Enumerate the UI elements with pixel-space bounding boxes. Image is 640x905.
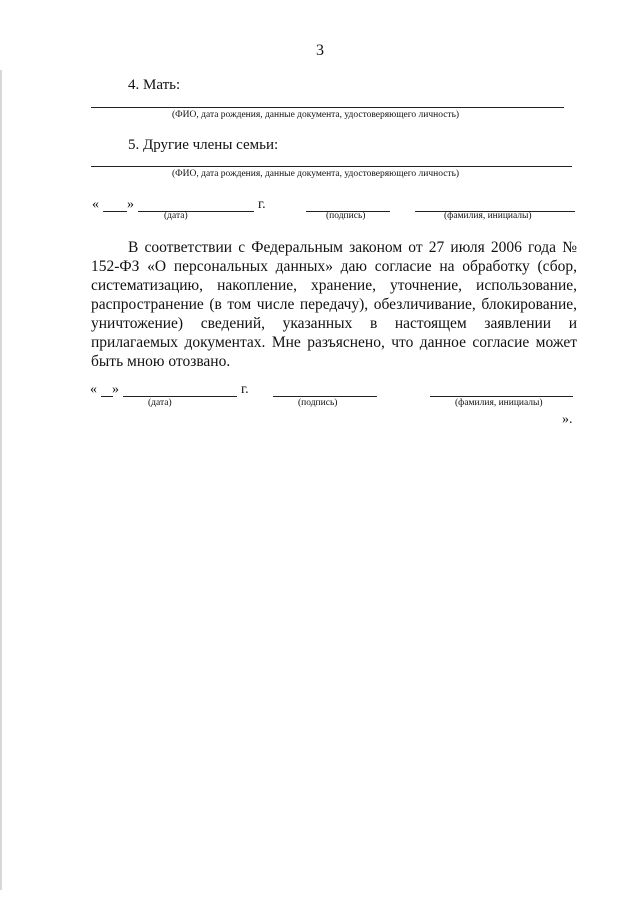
family-line[interactable] (91, 166, 572, 167)
closing-quote-mark: ». (562, 412, 573, 427)
name-field-2[interactable] (430, 396, 573, 397)
name-caption-2: (фамилия, инициалы) (455, 398, 543, 408)
mother-caption: (ФИО, дата рождения, данные документа, удостоверяющего личность) (172, 110, 460, 120)
month-field-1[interactable] (138, 211, 254, 212)
date-quote-open-2: « (90, 382, 97, 397)
month-field-2[interactable] (123, 396, 237, 397)
signature-caption-2: (подпись) (298, 398, 338, 408)
signature-field-2[interactable] (273, 396, 377, 397)
year-suffix-1: г. (258, 197, 266, 212)
name-caption-1: (фамилия, инициалы) (444, 211, 532, 221)
family-heading: 5. Другие члены семьи: (128, 137, 279, 153)
date-quote-open-1: « (92, 197, 99, 212)
date-quote-close-2: » (112, 382, 119, 397)
date-caption-1: (дата) (164, 211, 188, 221)
family-caption: (ФИО, дата рождения, данные документа, удостоверяющего личность) (172, 169, 460, 179)
year-suffix-2: г. (241, 382, 249, 397)
date-quote-close-1: » (127, 197, 134, 212)
consent-paragraph: В соответствии с Федеральным законом от 27 июля 2006 года № 152-ФЗ «О персональных данных» даю согласие на обработку (сбор, систематизацию, накопление, хранение, уточнение, использование, распространение (в том числе передачу), обезличивание, блокирование, уничтожение) сведений, указанных в настоящем заявлении и прилагаемых документах. Мне разъяснено, что данное согласие может быть мною отозвано. (91, 239, 577, 370)
day-field-1[interactable] (103, 211, 127, 212)
date-caption-2: (дата) (148, 398, 172, 408)
page-number: 3 (316, 42, 324, 59)
signature-caption-1: (подпись) (326, 211, 366, 221)
scan-edge (0, 70, 2, 890)
mother-heading: 4. Мать: (128, 77, 181, 93)
mother-line[interactable] (91, 107, 564, 108)
